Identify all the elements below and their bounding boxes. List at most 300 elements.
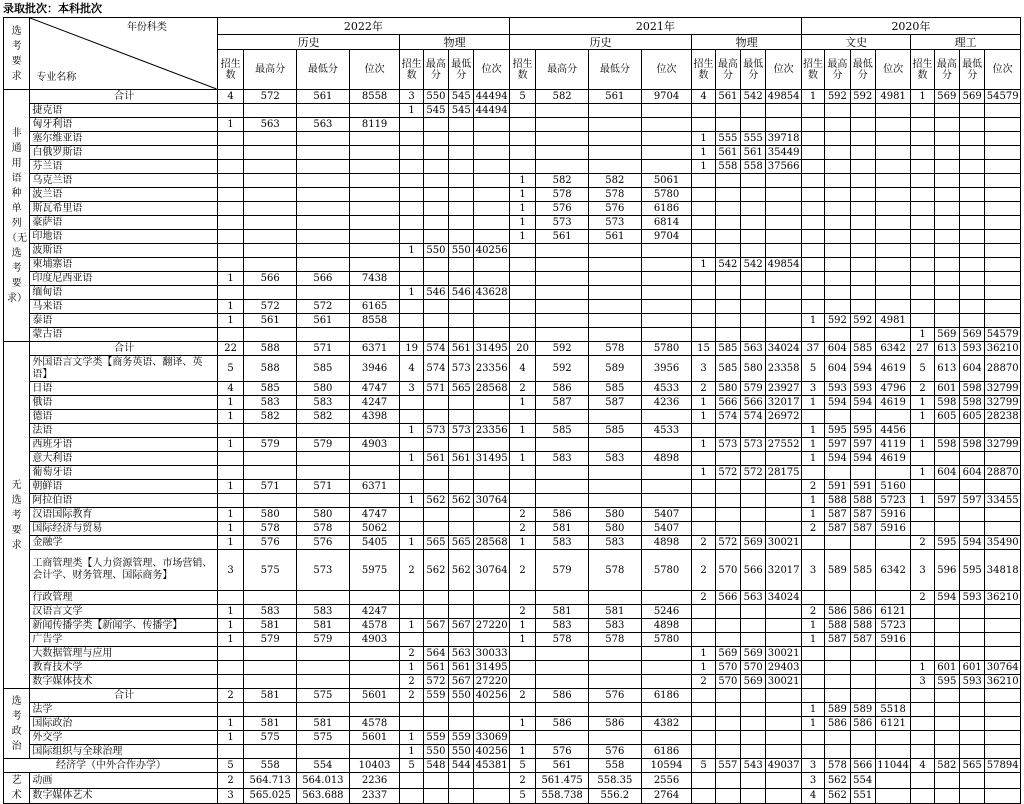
data-cell bbox=[423, 633, 448, 647]
data-cell bbox=[934, 202, 959, 216]
data-cell bbox=[934, 300, 959, 314]
data-cell bbox=[588, 591, 641, 605]
data-cell bbox=[985, 216, 1021, 230]
data-cell bbox=[349, 160, 400, 174]
data-cell: 550 bbox=[423, 745, 448, 759]
data-cell: 3 bbox=[217, 550, 243, 591]
group-label: 艺术 bbox=[4, 773, 30, 804]
data-cell bbox=[934, 703, 959, 717]
data-cell bbox=[985, 522, 1021, 536]
data-cell bbox=[400, 272, 423, 286]
data-cell: 550 bbox=[449, 689, 474, 703]
data-cell: 576 bbox=[536, 202, 589, 216]
data-cell bbox=[741, 452, 766, 466]
data-cell: 561 bbox=[536, 230, 589, 244]
data-cell: 28568 bbox=[475, 383, 508, 394]
data-cell bbox=[801, 202, 824, 216]
data-cell: 34024 bbox=[767, 592, 800, 603]
data-cell: 5601 bbox=[349, 731, 400, 745]
data-cell: 1 bbox=[217, 619, 243, 633]
data-cell bbox=[244, 745, 297, 759]
data-cell bbox=[766, 717, 801, 731]
data-cell: 5407 bbox=[641, 508, 692, 522]
data-cell: 589 bbox=[825, 550, 850, 591]
data-cell: 585 bbox=[244, 382, 297, 396]
data-cell: 36210 bbox=[986, 676, 1019, 687]
data-cell: 15 bbox=[692, 342, 715, 356]
data-cell: 2 bbox=[911, 536, 934, 550]
group-label: 选考政治 bbox=[4, 689, 30, 759]
col-header-min-score: 最低分 bbox=[588, 50, 641, 90]
data-cell: 585 bbox=[850, 342, 875, 356]
data-cell bbox=[911, 731, 934, 745]
data-cell: 8558 bbox=[349, 314, 400, 328]
data-cell bbox=[217, 452, 243, 466]
data-cell bbox=[509, 160, 535, 174]
data-cell: 6342 bbox=[875, 550, 910, 591]
data-cell bbox=[474, 605, 509, 619]
data-cell: 569 bbox=[741, 536, 766, 550]
data-cell: 587 bbox=[825, 522, 850, 536]
data-cell: 545 bbox=[449, 104, 474, 118]
data-cell bbox=[297, 424, 350, 438]
data-cell: 5916 bbox=[875, 633, 910, 647]
data-cell: 49854 bbox=[767, 259, 800, 270]
data-cell: 593 bbox=[960, 342, 985, 356]
data-cell: 587 bbox=[850, 508, 875, 522]
data-cell: 581 bbox=[536, 605, 589, 619]
data-cell bbox=[741, 202, 766, 216]
data-cell: 597 bbox=[960, 494, 985, 508]
data-cell bbox=[588, 314, 641, 328]
table-row bbox=[4, 452, 1021, 466]
data-cell bbox=[801, 647, 824, 661]
data-cell: 4 bbox=[911, 759, 934, 773]
data-cell bbox=[801, 689, 824, 703]
data-cell bbox=[985, 731, 1021, 745]
data-cell bbox=[850, 731, 875, 745]
data-cell: 2556 bbox=[641, 773, 692, 789]
data-cell bbox=[474, 633, 509, 647]
data-cell: 589 bbox=[825, 703, 850, 717]
data-cell: 31495 bbox=[475, 343, 508, 354]
major-name: 经济学（中外合作办学） bbox=[4, 759, 218, 773]
major-name: 芬兰语 bbox=[30, 160, 218, 174]
data-cell: 557 bbox=[715, 759, 740, 773]
data-cell: 588 bbox=[825, 494, 850, 508]
data-cell bbox=[934, 480, 959, 494]
data-cell bbox=[400, 146, 423, 160]
data-cell: 567 bbox=[423, 619, 448, 633]
data-cell: 565 bbox=[423, 536, 448, 550]
table-row bbox=[4, 550, 1021, 591]
data-cell: 4 bbox=[801, 788, 824, 804]
data-cell: 4619 bbox=[875, 396, 910, 410]
data-cell: 36210 bbox=[986, 592, 1019, 603]
data-cell bbox=[692, 508, 715, 522]
data-cell: 546 bbox=[449, 286, 474, 300]
data-cell: 545 bbox=[449, 90, 474, 104]
data-cell: 592 bbox=[850, 90, 875, 104]
data-cell bbox=[825, 160, 850, 174]
data-cell bbox=[985, 480, 1021, 494]
data-cell: 2337 bbox=[349, 788, 400, 804]
data-cell bbox=[985, 703, 1021, 717]
data-cell bbox=[509, 146, 535, 160]
data-cell: 2 bbox=[509, 508, 535, 522]
data-cell: 5 bbox=[509, 788, 535, 804]
major-name: 塞尔维亚语 bbox=[30, 132, 218, 146]
data-cell: 561 bbox=[449, 342, 474, 356]
data-cell bbox=[985, 188, 1021, 202]
data-cell bbox=[985, 118, 1021, 132]
data-cell: 578 bbox=[588, 342, 641, 356]
data-cell bbox=[715, 216, 740, 230]
data-cell: 2 bbox=[911, 591, 934, 605]
data-cell: 2 bbox=[692, 591, 715, 605]
admission-score-table bbox=[3, 17, 1021, 804]
data-cell bbox=[875, 188, 910, 202]
data-cell bbox=[217, 745, 243, 759]
data-cell bbox=[297, 466, 350, 480]
data-cell: 1 bbox=[911, 90, 934, 104]
data-cell bbox=[934, 522, 959, 536]
table-row bbox=[4, 216, 1021, 230]
data-cell bbox=[349, 591, 400, 605]
data-cell: 604 bbox=[825, 342, 850, 356]
col-header-enrollment: 招生数 bbox=[400, 50, 423, 90]
data-cell: 30021 bbox=[767, 537, 800, 548]
data-cell: 4796 bbox=[875, 382, 910, 396]
col-header-rank: 位次 bbox=[349, 50, 400, 90]
data-cell bbox=[766, 745, 801, 759]
data-cell: 585 bbox=[715, 356, 740, 382]
data-cell bbox=[474, 146, 509, 160]
data-cell bbox=[449, 480, 474, 494]
data-cell bbox=[801, 132, 824, 146]
major-name: 教育技术学 bbox=[30, 661, 218, 675]
data-cell bbox=[934, 132, 959, 146]
data-cell: 1 bbox=[509, 188, 535, 202]
data-cell bbox=[423, 188, 448, 202]
major-name: 工商管理类【人力资源管理、市场营销、会计学、财务管理、国际商务】 bbox=[30, 550, 218, 591]
data-cell bbox=[536, 328, 589, 342]
data-cell bbox=[985, 300, 1021, 314]
data-cell: 1 bbox=[911, 410, 934, 424]
data-cell bbox=[715, 788, 740, 804]
data-cell: 2 bbox=[509, 550, 535, 591]
data-cell bbox=[588, 494, 641, 508]
data-cell: 54579 bbox=[986, 329, 1019, 340]
data-cell: 20 bbox=[509, 342, 535, 356]
data-cell: 49854 bbox=[767, 91, 800, 102]
data-cell: 573 bbox=[536, 216, 589, 230]
data-cell bbox=[801, 536, 824, 550]
data-cell: 1 bbox=[400, 536, 423, 550]
requirement-header: 选考要求 bbox=[4, 18, 30, 90]
data-cell bbox=[692, 703, 715, 717]
data-cell: 1 bbox=[692, 661, 715, 675]
data-cell: 1 bbox=[217, 717, 243, 731]
data-cell: 572 bbox=[715, 536, 740, 550]
data-cell: 37 bbox=[801, 342, 824, 356]
data-cell bbox=[449, 314, 474, 328]
data-cell bbox=[692, 328, 715, 342]
data-cell bbox=[349, 132, 400, 146]
data-cell: 595 bbox=[934, 675, 959, 689]
table-row bbox=[4, 104, 1021, 118]
data-cell bbox=[911, 104, 934, 118]
data-cell bbox=[588, 466, 641, 480]
data-cell bbox=[297, 745, 350, 759]
data-cell: 5 bbox=[400, 759, 423, 773]
data-cell bbox=[985, 174, 1021, 188]
data-cell bbox=[741, 230, 766, 244]
data-cell bbox=[536, 731, 589, 745]
data-cell bbox=[423, 466, 448, 480]
data-cell bbox=[911, 132, 934, 146]
data-cell: 2 bbox=[400, 550, 423, 591]
data-cell: 1 bbox=[692, 410, 715, 424]
data-cell bbox=[297, 132, 350, 146]
data-cell bbox=[911, 244, 934, 258]
col-header-max-score: 最高分 bbox=[825, 50, 850, 90]
data-cell bbox=[960, 132, 985, 146]
data-cell bbox=[801, 731, 824, 745]
data-cell: 579 bbox=[741, 382, 766, 396]
data-cell bbox=[423, 118, 448, 132]
data-cell: 5 bbox=[217, 759, 243, 773]
major-name: 汉语国际教育 bbox=[30, 508, 218, 522]
data-cell bbox=[985, 314, 1021, 328]
data-cell bbox=[474, 300, 509, 314]
data-cell bbox=[423, 174, 448, 188]
data-cell bbox=[911, 146, 934, 160]
data-cell bbox=[934, 452, 959, 466]
data-cell bbox=[875, 328, 910, 342]
data-cell bbox=[692, 788, 715, 804]
data-cell: 597 bbox=[934, 494, 959, 508]
data-cell bbox=[641, 258, 692, 272]
data-cell: 562 bbox=[449, 494, 474, 508]
data-cell bbox=[875, 272, 910, 286]
data-cell bbox=[400, 202, 423, 216]
data-cell bbox=[715, 717, 740, 731]
data-cell bbox=[715, 633, 740, 647]
data-cell: 598 bbox=[960, 396, 985, 410]
data-cell: 585 bbox=[588, 424, 641, 438]
data-cell bbox=[423, 605, 448, 619]
data-cell bbox=[692, 480, 715, 494]
data-cell bbox=[825, 661, 850, 675]
data-cell: 578 bbox=[297, 522, 350, 536]
data-cell bbox=[825, 216, 850, 230]
data-cell: 30021 bbox=[767, 648, 800, 659]
data-cell: 572 bbox=[297, 300, 350, 314]
data-cell bbox=[297, 216, 350, 230]
data-cell bbox=[875, 745, 910, 759]
data-cell bbox=[509, 661, 535, 675]
data-cell bbox=[766, 328, 801, 342]
table-row bbox=[4, 272, 1021, 286]
major-name: 数字媒体艺术 bbox=[30, 788, 218, 804]
data-cell bbox=[400, 466, 423, 480]
data-cell bbox=[217, 591, 243, 605]
data-cell bbox=[217, 188, 243, 202]
data-cell: 563 bbox=[741, 591, 766, 605]
data-cell: 9704 bbox=[641, 90, 692, 104]
data-cell bbox=[801, 160, 824, 174]
table-row bbox=[4, 396, 1021, 410]
col-header-enrollment: 招生数 bbox=[692, 50, 715, 90]
data-cell: 569 bbox=[960, 328, 985, 342]
data-cell: 44494 bbox=[475, 105, 508, 116]
data-cell bbox=[985, 689, 1021, 703]
data-cell bbox=[911, 619, 934, 633]
data-cell bbox=[449, 410, 474, 424]
data-cell: 1 bbox=[692, 160, 715, 174]
data-cell bbox=[692, 619, 715, 633]
major-name: 新闻传播学类【新闻学、传播学】 bbox=[30, 619, 218, 633]
data-cell bbox=[297, 160, 350, 174]
data-cell bbox=[474, 272, 509, 286]
data-cell bbox=[536, 146, 589, 160]
data-cell bbox=[766, 494, 801, 508]
data-cell bbox=[741, 314, 766, 328]
data-cell bbox=[741, 216, 766, 230]
data-cell bbox=[875, 731, 910, 745]
data-cell: 582 bbox=[536, 174, 589, 188]
data-cell bbox=[423, 396, 448, 410]
data-cell bbox=[801, 244, 824, 258]
data-cell: 2 bbox=[509, 522, 535, 536]
data-cell: 583 bbox=[536, 452, 589, 466]
table-row bbox=[4, 480, 1021, 494]
major-name: 合计 bbox=[30, 90, 218, 104]
data-cell: 2 bbox=[217, 689, 243, 703]
data-cell bbox=[400, 508, 423, 522]
data-cell: 588 bbox=[850, 619, 875, 633]
data-cell bbox=[715, 689, 740, 703]
data-cell: 570 bbox=[741, 661, 766, 675]
data-cell: 562 bbox=[449, 550, 474, 591]
data-cell bbox=[297, 230, 350, 244]
data-cell bbox=[536, 314, 589, 328]
data-cell: 1 bbox=[217, 300, 243, 314]
data-cell: 598 bbox=[934, 438, 959, 452]
data-cell bbox=[349, 647, 400, 661]
data-cell bbox=[801, 146, 824, 160]
data-cell: 5 bbox=[911, 356, 934, 382]
data-cell bbox=[588, 703, 641, 717]
data-cell: 571 bbox=[297, 480, 350, 494]
data-cell: 585 bbox=[297, 356, 350, 382]
col-header-enrollment: 招生数 bbox=[801, 50, 824, 90]
data-cell bbox=[641, 466, 692, 480]
major-name: 金融学 bbox=[30, 536, 218, 550]
data-cell: 588 bbox=[244, 356, 297, 382]
table-row bbox=[4, 356, 1021, 382]
data-cell: 1 bbox=[692, 647, 715, 661]
table-row bbox=[4, 661, 1021, 675]
data-cell: 10403 bbox=[349, 759, 400, 773]
data-cell bbox=[960, 272, 985, 286]
data-cell bbox=[536, 272, 589, 286]
data-cell: 30021 bbox=[767, 676, 800, 687]
data-cell: 9704 bbox=[641, 230, 692, 244]
data-cell bbox=[297, 703, 350, 717]
data-cell bbox=[801, 300, 824, 314]
data-cell bbox=[509, 104, 535, 118]
data-cell bbox=[692, 731, 715, 745]
data-cell: 580 bbox=[297, 382, 350, 396]
data-cell bbox=[715, 230, 740, 244]
data-cell: 581 bbox=[244, 717, 297, 731]
data-cell bbox=[509, 286, 535, 300]
data-cell bbox=[850, 244, 875, 258]
data-cell bbox=[536, 104, 589, 118]
data-cell: 565 bbox=[449, 536, 474, 550]
data-cell bbox=[349, 328, 400, 342]
data-cell: 561 bbox=[715, 146, 740, 160]
major-name: 柬埔寨语 bbox=[30, 258, 218, 272]
data-cell: 569 bbox=[741, 675, 766, 689]
data-cell: 2236 bbox=[349, 773, 400, 789]
data-cell bbox=[911, 286, 934, 300]
data-cell: 33455 bbox=[986, 495, 1019, 506]
data-cell bbox=[474, 258, 509, 272]
data-cell: 558 bbox=[588, 759, 641, 773]
data-cell bbox=[692, 272, 715, 286]
data-cell bbox=[449, 508, 474, 522]
data-cell: 6814 bbox=[641, 216, 692, 230]
summary-row bbox=[4, 342, 1021, 356]
data-cell bbox=[766, 689, 801, 703]
group-label: 非通用语种单列（无选考要求） bbox=[4, 90, 30, 342]
data-cell bbox=[536, 410, 589, 424]
data-cell bbox=[400, 522, 423, 536]
data-cell: 587 bbox=[588, 396, 641, 410]
data-cell bbox=[400, 410, 423, 424]
data-cell bbox=[349, 104, 400, 118]
data-cell bbox=[349, 494, 400, 508]
data-cell: 5518 bbox=[875, 703, 910, 717]
data-cell bbox=[509, 731, 535, 745]
data-cell: 550 bbox=[449, 244, 474, 258]
data-cell bbox=[244, 202, 297, 216]
data-cell bbox=[911, 174, 934, 188]
data-cell bbox=[960, 160, 985, 174]
data-cell bbox=[741, 745, 766, 759]
data-cell bbox=[509, 494, 535, 508]
data-cell: 586 bbox=[850, 605, 875, 619]
data-cell bbox=[801, 410, 824, 424]
data-cell: 588 bbox=[825, 619, 850, 633]
data-cell: 546 bbox=[423, 286, 448, 300]
data-cell bbox=[244, 466, 297, 480]
data-cell: 1 bbox=[509, 396, 535, 410]
data-cell bbox=[741, 328, 766, 342]
data-cell bbox=[244, 244, 297, 258]
data-cell: 5916 bbox=[875, 508, 910, 522]
data-cell bbox=[960, 731, 985, 745]
data-cell: 579 bbox=[297, 633, 350, 647]
data-cell: 582 bbox=[934, 759, 959, 773]
table-row bbox=[4, 314, 1021, 328]
data-cell: 2 bbox=[692, 550, 715, 591]
major-name: 朝鲜语 bbox=[30, 480, 218, 494]
data-cell: 1 bbox=[509, 633, 535, 647]
